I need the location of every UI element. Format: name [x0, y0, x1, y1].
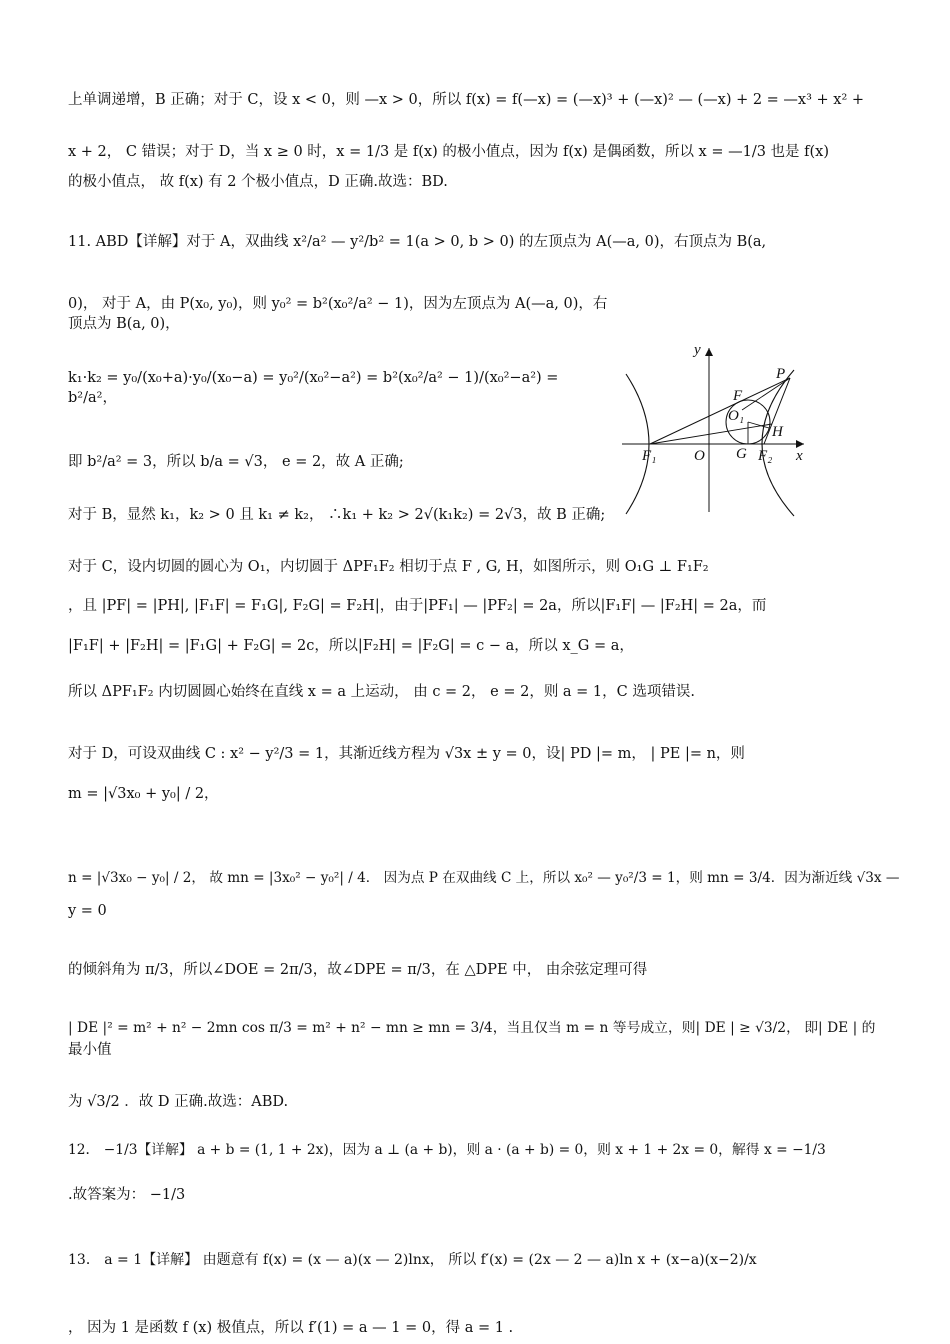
text-line: 上单调递增，B 正确；对于 C，设 x < 0，则 —x > 0，所以 f(x) = f(—x) = (—x)³ + (—x)² — (—x) + 2 = —x³ + x² + — [68, 92, 865, 108]
label-g: G — [736, 446, 747, 462]
text-line: 为 √3/2 ．故 D 正确.故选：ABD. — [68, 1094, 289, 1110]
segment-f1h — [650, 424, 772, 444]
text-line: 所以 ΔPF₁F₂ 内切圆圆心始终在直线 x = a 上运动， 由 c = 2， e = 2，则 a = 1，C 选项错误. — [68, 684, 695, 700]
text-line: .故答案为： −1/3 — [68, 1187, 186, 1203]
label-f2: F₂ — [758, 448, 773, 464]
label-h: H — [772, 424, 783, 440]
segment-pf1 — [650, 378, 790, 444]
label-f: F — [733, 388, 743, 404]
text-line: 对于 D，可设双曲线 C : x² − y²/3 = 1，其渐近线方程为 √3x ± y = 0，设| PD |= m， | PE |= n，则 — [68, 746, 745, 762]
text-line: 最小值 — [68, 1042, 112, 1058]
text-line: |F₁F| + |F₂H| = |F₁G| + F₂G| = 2c，所以|F₂H| = |F₂G| = c − a，所以 x_G = a， — [68, 638, 634, 654]
label-o: O — [694, 448, 705, 464]
text-line: ， 因为 1 是函数 f (x) 极值点，所以 f′(1) = a — 1 = 0，得 a = 1 . — [68, 1320, 514, 1336]
text-line: m = |√3x₀ + y₀| / 2， — [68, 786, 219, 802]
hyperbola-figure — [612, 340, 812, 520]
x-axis-arrow — [796, 440, 804, 448]
text-line: 对于 C，设内切圆的圆心为 O₁，内切圆于 ΔPF₁F₂ 相切于点 F , G, H，如图所示，则 O₁G ⊥ F₁F₂ — [68, 559, 709, 575]
hyperbola-diagram — [612, 340, 812, 520]
text-line: 12． −1/3【详解】 a + b = (1, 1 + 2x)，因为 a ⊥ (a + b)，则 a · (a + b) = 0，则 x + 1 + 2x = 0，解得 x = −1/3 — [68, 1142, 826, 1158]
text-line: 即 b²/a² = 3，所以 b/a = √3， e = 2，故 A 正确; — [68, 454, 404, 470]
label-y: y — [694, 342, 701, 358]
text-line: x + 2， C 错误；对于 D，当 x ≥ 0 时，x = 1/3 是 f(x) 的极小值点，因为 f(x) 是偶函数，所以 x = —1/3 也是 f(x) — [68, 144, 830, 160]
y-axis-arrow — [705, 348, 713, 356]
label-x: x — [796, 448, 803, 464]
text-line: k₁·k₂ = y₀/(x₀+a)·y₀/(x₀−a) = y₀²/(x₀²−a²) = b²(x₀²/a² − 1)/(x₀²−a²) = b²/a²， — [68, 370, 559, 406]
text-line: y = 0 — [68, 903, 107, 919]
segment-o1-tangent — [742, 378, 790, 410]
text-line: 的倾斜角为 π/3，所以∠DOE = 2π/3，故∠DPE = π/3，在 △DPE 中， 由余弦定理可得 — [68, 962, 648, 978]
text-line: n = |√3x₀ − y₀| / 2， 故 mn = |3x₀² − y₀²| / 4． 因为点 P 在双曲线 C 上，所以 x₀² — y₀²/3 = 1，则 mn = 3/4．因为渐近线 √3x — — [68, 870, 900, 886]
label-o1: O₁ — [728, 408, 745, 424]
text-line: | DE |² = m² + n² − 2mn cos π/3 = m² + n² − mn ≥ mn = 3/4，当且仅当 m = n 等号成立，则| DE | ≥ √3/2， 即| DE | 的 — [68, 1020, 876, 1036]
text-line: 13． a = 1【详解】 由题意有 f(x) = (x — a)(x — 2)lnx， 所以 f′(x) = (2x — 2 — a)ln x + (x−a)(x−2)/x — [68, 1252, 757, 1268]
label-p: P — [776, 366, 786, 382]
text-line: ，且 |PF| = |PH|, |F₁F| = F₁G|, F₂G| = F₂H|，由于|PF₁| — |PF₂| = 2a，所以|F₁F| — |F₂H| = 2a，而 — [68, 598, 767, 614]
text-line: 0)， 对于 A，由 P(x₀, y₀)，则 y₀² = b²(x₀²/a² − 1)，因为左顶点为 A(—a, 0)，右顶点为 B(a, 0)， — [68, 296, 608, 332]
text-line: 的极小值点， 故 f(x) 有 2 个极小值点，D 正确.故选：BD. — [68, 174, 448, 190]
text-line: 11. ABD【详解】对于 A，双曲线 x²/a² — y²/b² = 1(a > 0, b > 0) 的左顶点为 A(—a, 0)，右顶点为 B(a, — [68, 234, 767, 250]
text-line: 对于 B，显然 k₁，k₂ > 0 且 k₁ ≠ k₂， ∴k₁ + k₂ > 2√(k₁k₂) = 2√3，故 B 正确; — [68, 507, 606, 523]
label-f1: F₁ — [642, 448, 657, 464]
hyperbola-right-branch — [762, 370, 794, 516]
